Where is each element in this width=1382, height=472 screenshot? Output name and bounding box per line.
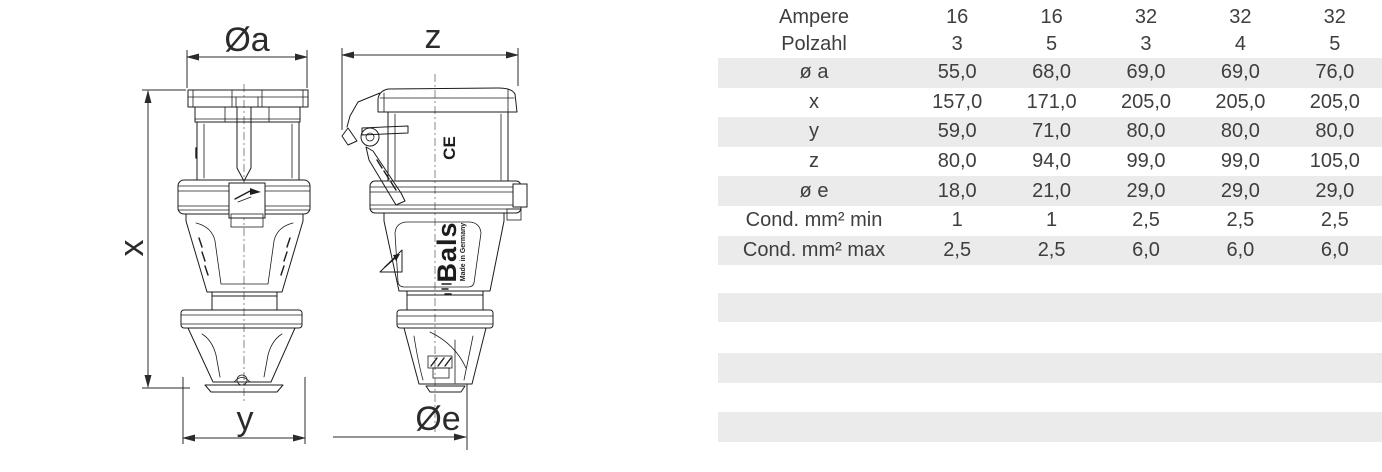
- value-cell: 80,0: [1220, 120, 1260, 143]
- value-cell: 16: [1040, 6, 1063, 28]
- table-row: [718, 236, 1382, 266]
- value-cell: 3: [951, 33, 963, 55]
- value-cell: 2,5: [1132, 209, 1160, 232]
- table-row: [718, 206, 1382, 236]
- value-cell: 29,0: [1220, 179, 1260, 202]
- row-label: Cond. mm² min: [745, 209, 883, 232]
- value-cell: 80,0: [937, 150, 977, 173]
- side-view: [333, 18, 527, 450]
- value-cell: 18,0: [937, 179, 977, 202]
- origin-text: Made in Germany: [460, 222, 467, 282]
- value-cell: 157,0: [932, 90, 983, 113]
- value-cell: 1: [951, 209, 963, 232]
- value-cell: 94,0: [1032, 150, 1072, 173]
- value-cell: 32: [1134, 6, 1158, 28]
- table-row: [718, 31, 1382, 58]
- dim-label-y: y: [236, 400, 254, 438]
- dim-label-x: x: [113, 239, 151, 257]
- row-label: y: [809, 120, 819, 143]
- value-cell: 99,0: [1220, 150, 1260, 173]
- value-cell: 76,0: [1315, 61, 1355, 84]
- value-cell: 2,5: [1320, 209, 1349, 232]
- value-cell: 68,0: [1032, 61, 1072, 84]
- dim-e: [333, 384, 467, 450]
- value-cell: 2,5: [1226, 209, 1255, 232]
- value-cell: 205,0: [1215, 90, 1266, 113]
- row-label: Ampere: [778, 6, 850, 28]
- value-cell: 69,0: [1126, 61, 1166, 84]
- dim-y: [183, 377, 305, 444]
- dim-label-z: z: [424, 18, 442, 56]
- value-cell: 2,5: [943, 238, 972, 261]
- row-label: ø e: [799, 179, 829, 202]
- ce-mark: CE: [440, 136, 459, 160]
- row-label: Cond. mm² max: [742, 238, 886, 261]
- value-cell: 16: [946, 6, 969, 28]
- value-cell: 6,0: [1320, 238, 1349, 261]
- value-cell: 71,0: [1032, 120, 1072, 143]
- value-cell: 29,0: [1126, 179, 1166, 202]
- row-label: x: [809, 90, 819, 113]
- value-cell: 205,0: [1309, 90, 1360, 113]
- brand-glyph: [442, 284, 451, 294]
- table-row: [718, 147, 1382, 177]
- value-cell: 5: [1329, 33, 1341, 55]
- row-label: Polzahl: [781, 33, 847, 55]
- table-row: [718, 88, 1382, 118]
- row-label: z: [809, 150, 819, 173]
- value-cell: 29,0: [1315, 179, 1355, 202]
- value-cell: 99,0: [1126, 150, 1166, 173]
- dim-z: [342, 18, 518, 130]
- value-cell: 80,0: [1126, 120, 1166, 143]
- empty-shaded-row: [718, 353, 1382, 383]
- dim-label-e: Øe: [415, 400, 461, 438]
- value-cell: 6,0: [1226, 238, 1255, 261]
- value-cell: 5: [1046, 33, 1058, 55]
- value-cell: 205,0: [1120, 90, 1172, 113]
- value-cell: 59,0: [937, 120, 977, 143]
- empty-shaded-row: [718, 412, 1382, 442]
- brand-logo: Bals: [432, 221, 462, 283]
- dim-x: [113, 90, 190, 388]
- value-cell: 105,0: [1309, 150, 1360, 173]
- value-cell: 80,0: [1315, 120, 1355, 143]
- value-cell: 55,0: [937, 61, 977, 84]
- empty-shaded-row: [718, 293, 1382, 322]
- value-cell: 4: [1234, 33, 1246, 55]
- dim-label-a: Øa: [224, 21, 270, 59]
- value-cell: 69,0: [1220, 61, 1260, 84]
- value-cell: 1: [1046, 209, 1058, 232]
- value-cell: 3: [1140, 33, 1152, 55]
- value-cell: 32: [1323, 6, 1346, 28]
- value-cell: 32: [1229, 6, 1252, 28]
- value-cell: 6,0: [1132, 238, 1160, 261]
- table-row: [718, 58, 1382, 88]
- table-row: [718, 4, 1382, 31]
- value-cell: 171,0: [1026, 90, 1077, 113]
- row-label: ø a: [799, 61, 829, 84]
- front-view: [113, 21, 310, 444]
- table-row: [718, 176, 1382, 206]
- value-cell: 21,0: [1032, 179, 1072, 202]
- dim-a: [187, 21, 307, 88]
- table-row: [718, 117, 1382, 147]
- spec-table: [718, 0, 1382, 442]
- value-cell: 2,5: [1037, 238, 1066, 261]
